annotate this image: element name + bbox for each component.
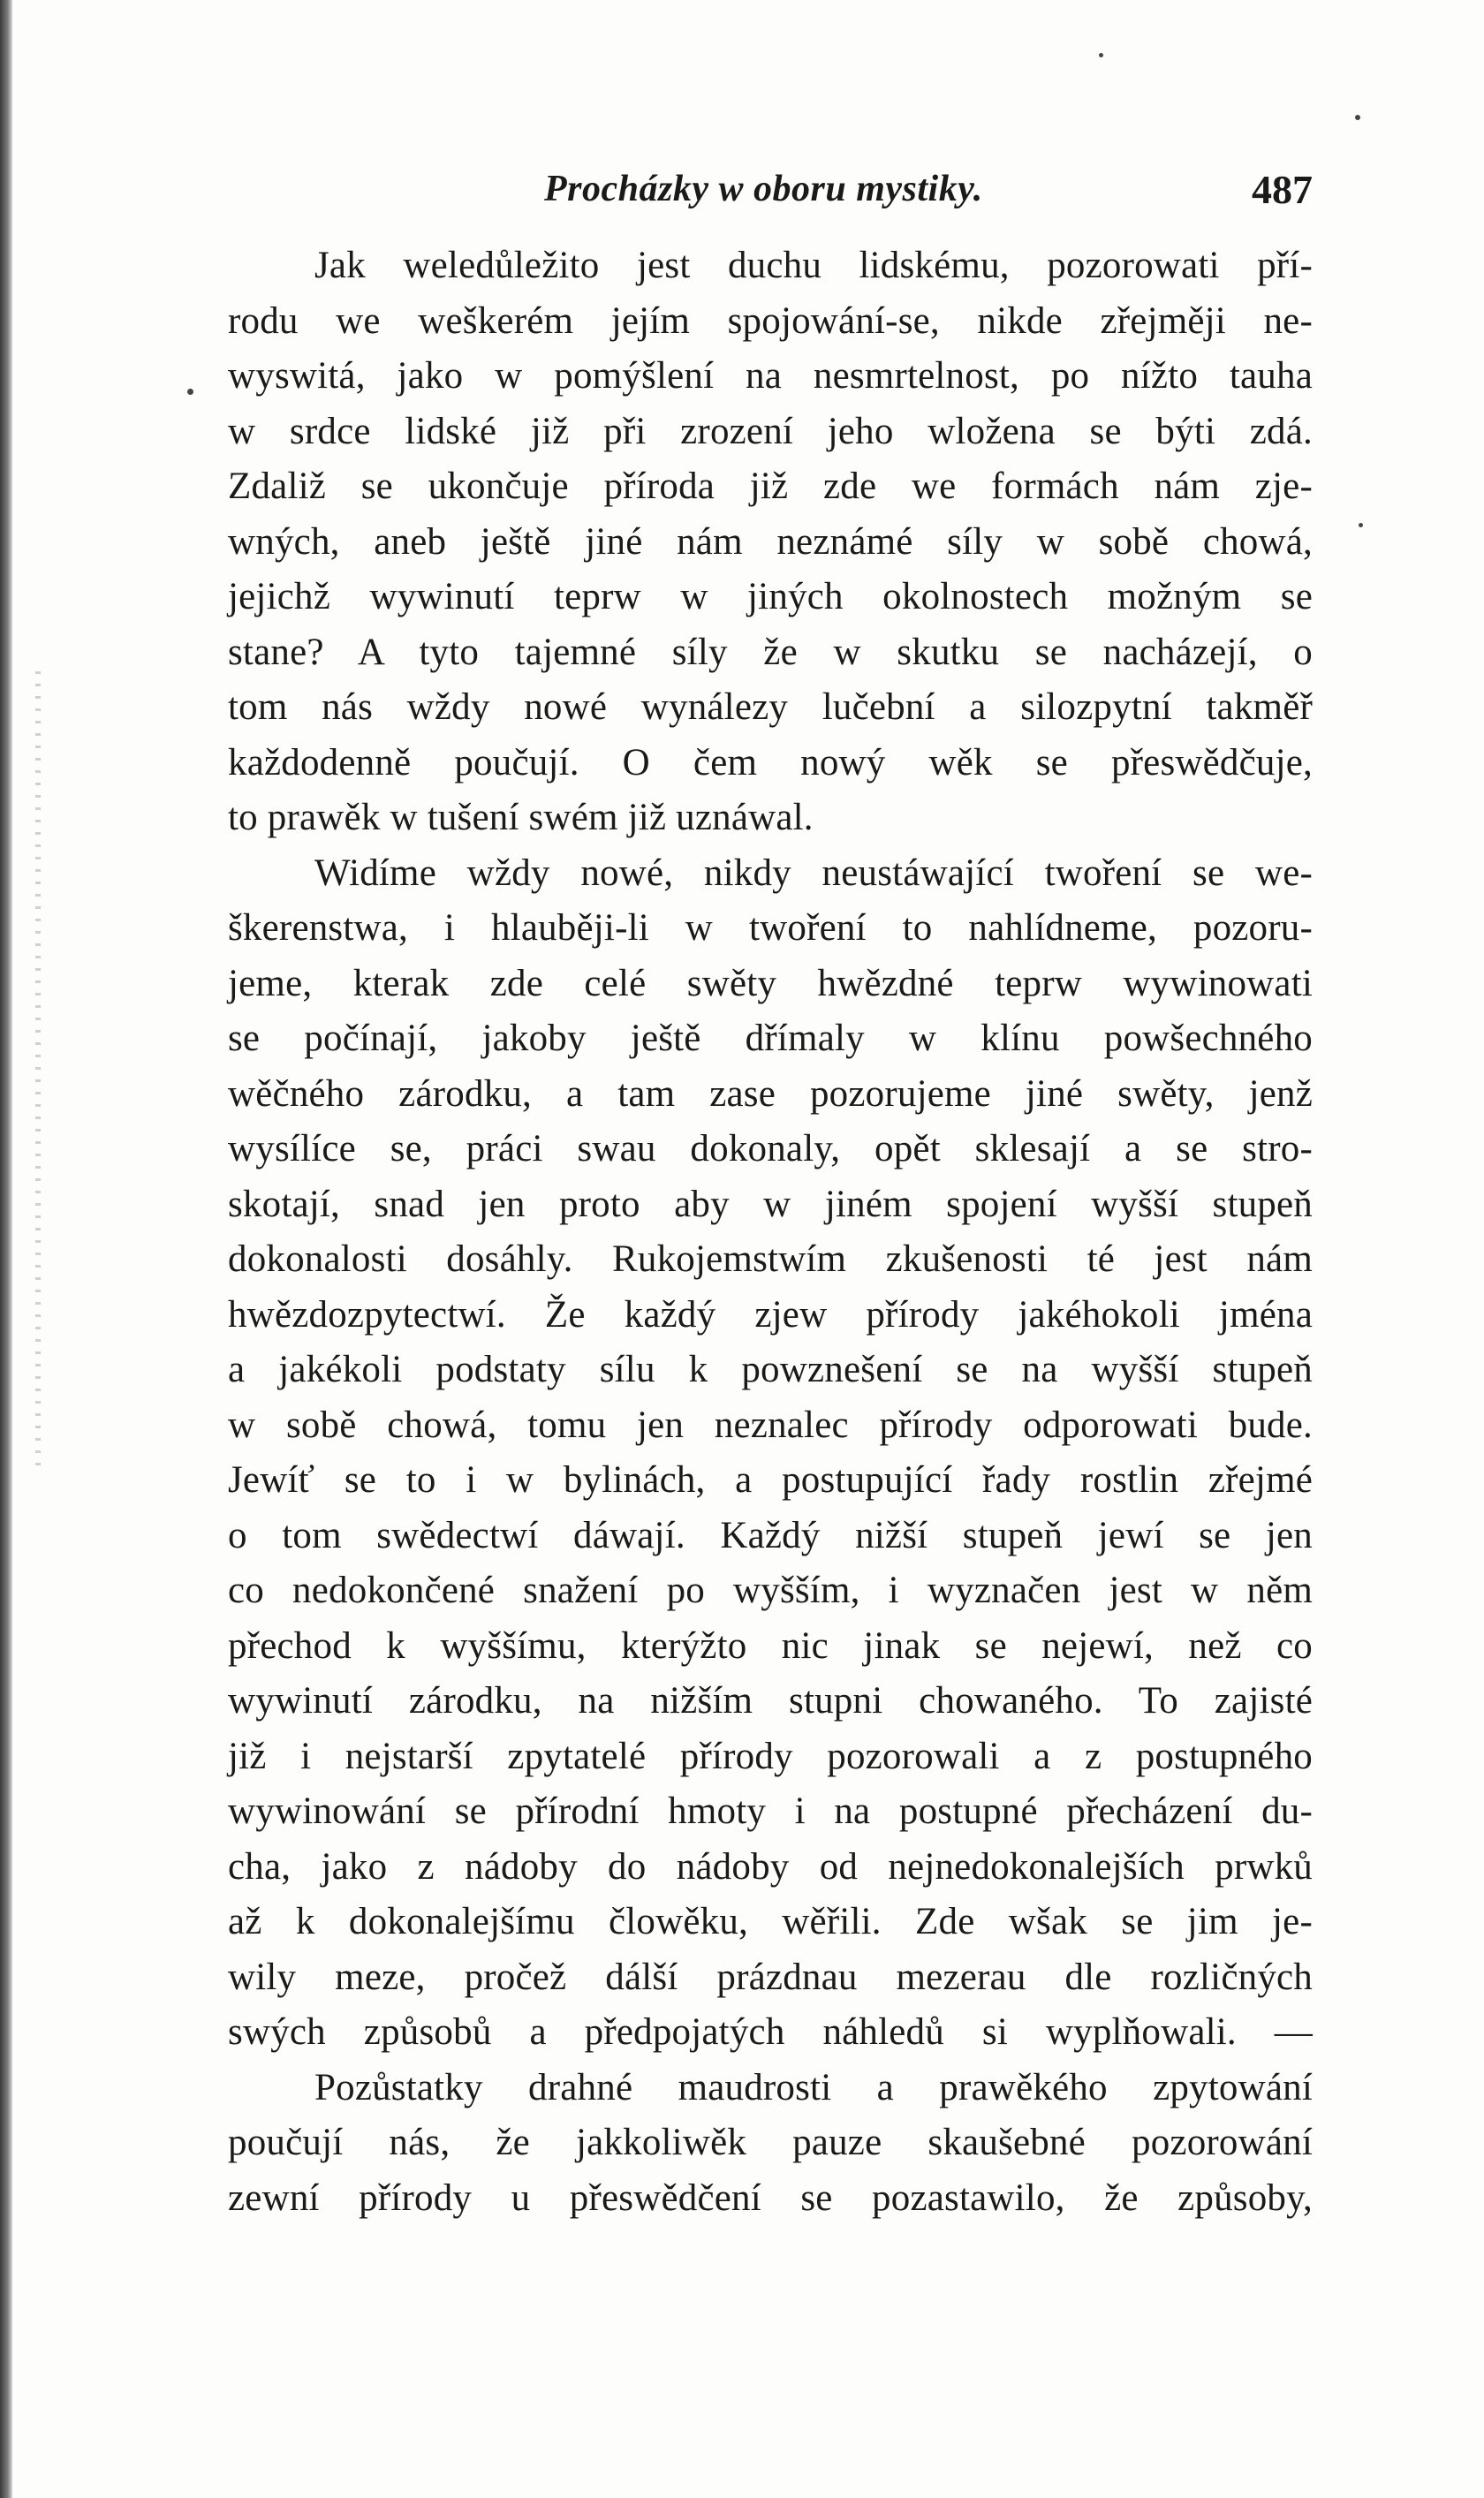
text-line: zewní přírody u přeswědčení se pozastawilo, že způsoby,	[228, 2176, 1313, 2219]
scan-speck	[1099, 53, 1103, 57]
text-line: a jakékoli podstaty sílu k powznešení se na wyšší stupeň	[228, 1349, 1313, 1390]
text-line: Jak weledůležito jest duchu lidskému, pozorowati pří-	[314, 245, 1313, 286]
scan-speck	[187, 389, 193, 395]
text-line: jeme, kterak zde celé swěty hwězdné teprw wywinowati	[228, 962, 1313, 1004]
text-line: wěčného zárodku, a tam zase pozorujeme jiné swěty, jenž	[228, 1072, 1313, 1115]
binding-edge	[0, 0, 12, 2498]
text-line: wných, aneb ještě jiné nám neznámé síly w sobě chowá,	[228, 520, 1313, 563]
text-line: stane? A tyto tajemné síly že w skutku se nacházejí, o	[228, 631, 1313, 673]
scan-speck	[1355, 115, 1360, 120]
page-number: 487	[1252, 167, 1313, 212]
text-line: wily meze, pročež dálší prázdnau mezerau dle rozličných	[228, 1956, 1313, 1998]
text-line: se počínají, jakoby ještě dřímaly w klínu powšechného	[228, 1018, 1313, 1059]
text-line: jejichž wywinutí teprw w jiných okolnostech možným se	[228, 576, 1313, 617]
text-line: wywinutí zárodku, na nižším stupni chowaného. To zajisté	[228, 1680, 1313, 1722]
running-title: Procházky w oboru mystiky.	[544, 169, 983, 209]
text-line: wywinowání se přírodní hmoty i na postupné přecházení du-	[228, 1790, 1313, 1832]
text-line: až k dokonalejšímu člowěku, wěřili. Zde wšak se jim je-	[228, 1901, 1313, 1942]
text-line: Jewíť se to i w bylinách, a postupující řady rostlin zřejmé	[228, 1459, 1313, 1501]
text-line: hwězdozpytectwí. Že každý zjew přírody jakéhokoli jména	[228, 1293, 1313, 1336]
text-line: tom nás wždy nowé wynálezy lučební a silozpytní takměř	[228, 686, 1313, 728]
text-line: swých způsobů a předpojatých náhledů si wyplňowali. —	[228, 2011, 1313, 2053]
page-header	[228, 159, 1313, 221]
body-text	[228, 238, 1313, 2226]
text-line: to prawěk w tušení swém již uznáwal.	[228, 797, 814, 838]
text-line: škerenstwa, i hlauběji-li w twoření to nahlídneme, pozoru-	[228, 907, 1313, 949]
text-line: o tom swědectwí dáwají. Každý nižší stupeň jewí se jen	[228, 1514, 1313, 1556]
text-line: Pozůstatky drahné maudrosti a prawěkého zpytowání	[314, 2066, 1313, 2108]
text-line: wyswitá, jako w pomýšlení na nesmrtelnost, po nížto tauha	[228, 355, 1313, 397]
text-line: wysílíce se, práci swau dokonaly, opět sklesají a se stro-	[228, 1128, 1313, 1170]
scan-speck	[1359, 523, 1363, 527]
text-line: cha, jako z nádoby do nádoby od nejnedokonalejších prwků	[228, 1845, 1313, 1888]
text-line: již i nejstarší zpytatelé přírody pozorowali a z postupného	[228, 1735, 1313, 1777]
text-line: přechod k wyššímu, kterýžto nic jinak se nejewí, než co	[228, 1624, 1313, 1667]
text-line: skotají, snad jen proto aby w jiném spojení wyšší stupeň	[228, 1183, 1313, 1225]
binding-shadow-marks	[35, 671, 41, 1466]
text-line: w sobě chowá, tomu jen neznalec přírody odporowati bude.	[228, 1404, 1313, 1446]
text-line: Widíme wždy nowé, nikdy neustáwající twoření se we-	[314, 852, 1313, 894]
text-line: dokonalosti dosáhly. Rukojemstwím zkušenosti té jest nám	[228, 1238, 1313, 1280]
text-line: Zdaliž se ukončuje příroda již zde we formách nám zje-	[228, 466, 1313, 507]
text-line: co nedokončené snažení po wyšším, i wyznačen jest w něm	[228, 1570, 1313, 1611]
text-line: w srdce lidské již při zrození jeho wložena se býti zdá.	[228, 410, 1313, 452]
text-line: poučují nás, že jakkoliwěk pauze skaušebné pozorowání	[228, 2122, 1313, 2163]
text-line: každodenně poučují. O čem nowý wěk se přeswědčuje,	[228, 741, 1313, 783]
text-line: rodu we weškerém jejím spojowání-se, nikde zřejměji ne-	[228, 299, 1313, 342]
